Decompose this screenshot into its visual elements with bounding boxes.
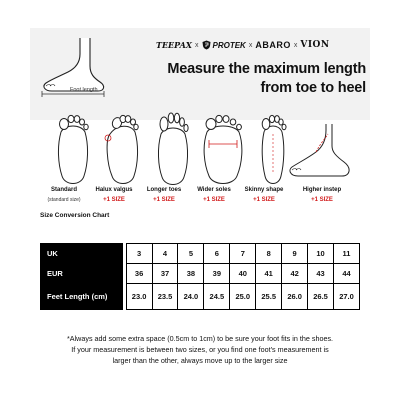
foot-type-label: Halux valgus: [95, 187, 133, 193]
row-header-uk: UK: [41, 244, 123, 264]
protek-logo: [202, 40, 246, 50]
table-cell: 43: [308, 264, 334, 284]
table-cell: 27.0: [334, 284, 360, 310]
table-cell: 26.5: [308, 284, 334, 310]
table-row: [41, 264, 360, 284]
higher-instep-foot-icon: [286, 110, 360, 190]
table-cell: 38: [178, 264, 204, 284]
table-cell: 40: [230, 264, 256, 284]
table-cell: 11: [334, 244, 360, 264]
table-cell: 24.0: [178, 284, 204, 310]
foot-type-label: Higher instep: [302, 187, 342, 193]
measure-headline: [167, 60, 366, 98]
row-header-eur: EUR: [41, 264, 123, 284]
protek-wordmark: PROTEK: [212, 40, 246, 50]
brand-separator: x: [248, 41, 253, 49]
brand-separator: x: [293, 41, 298, 49]
table-cell: 25.5: [256, 284, 282, 310]
note-line-1: *Always add some extra space (0.5cm to 1cm) to be sure your foot fits in the shoes.: [66, 334, 334, 343]
table-cell: 37: [152, 264, 178, 284]
note-line-2: If your measurement is between two sizes, or you find one foot's measurement is: [71, 345, 329, 354]
headline-line-2: from toe to heel: [260, 80, 366, 96]
table-cell: 9: [282, 244, 308, 264]
size-adjust-badge: +1 SIZE: [311, 197, 333, 203]
size-adjust-badge: +1 SIZE: [203, 197, 225, 203]
table-cell: 6: [204, 244, 230, 264]
table-cell: 41: [256, 264, 282, 284]
foot-type-label: Longer toes: [146, 187, 182, 193]
size-adjust-badge: +1 SIZE: [103, 197, 125, 203]
sizing-note: [30, 333, 370, 366]
size-conversion-table: [40, 243, 360, 310]
vion-logo: VION: [300, 40, 330, 50]
table-cell: 4: [152, 244, 178, 264]
foot-type-label: Wider soles: [197, 187, 231, 193]
table-cell: 44: [334, 264, 360, 284]
foot-type-sublabel: (standard size): [47, 197, 81, 203]
size-adjust-badge: +1 SIZE: [253, 197, 275, 203]
headline-line-1: Measure the maximum length: [167, 61, 366, 77]
row-header-feet-length: Feet Length (cm): [41, 284, 123, 310]
brand-separator: x: [195, 41, 199, 49]
table-row: [41, 244, 360, 264]
foot-type-label: Standard: [50, 187, 77, 193]
brand-logos-row: [156, 36, 368, 54]
table-cell: 36: [126, 264, 152, 284]
protek-shield-icon: [202, 40, 211, 50]
table-cell: 8: [256, 244, 282, 264]
table-cell: 24.5: [204, 284, 230, 310]
table-cell: 42: [282, 264, 308, 284]
table-row: [41, 284, 360, 310]
foot-type-label: Skinny shape: [244, 187, 284, 193]
table-cell: 26.0: [282, 284, 308, 310]
size-chart-title: Size Conversion Chart: [40, 212, 110, 219]
table-cell: 10: [308, 244, 334, 264]
table-cell: 39: [204, 264, 230, 284]
table-cell: 23.0: [126, 284, 152, 310]
foot-length-label: Foot length: [70, 87, 98, 93]
table-cell: 23.5: [152, 284, 178, 310]
table-cell: 3: [126, 244, 152, 264]
abaro-logo: ABARO: [255, 40, 291, 50]
table-cell: 7: [230, 244, 256, 264]
table-cell: 5: [178, 244, 204, 264]
foot-type-illustrations: [0, 110, 400, 192]
table-cell: 25.0: [230, 284, 256, 310]
size-adjust-badge: +1 SIZE: [153, 197, 175, 203]
teepax-logo: TEEPAX: [156, 40, 192, 50]
note-line-3: larger than the other, always move up to the larger size: [112, 356, 288, 365]
